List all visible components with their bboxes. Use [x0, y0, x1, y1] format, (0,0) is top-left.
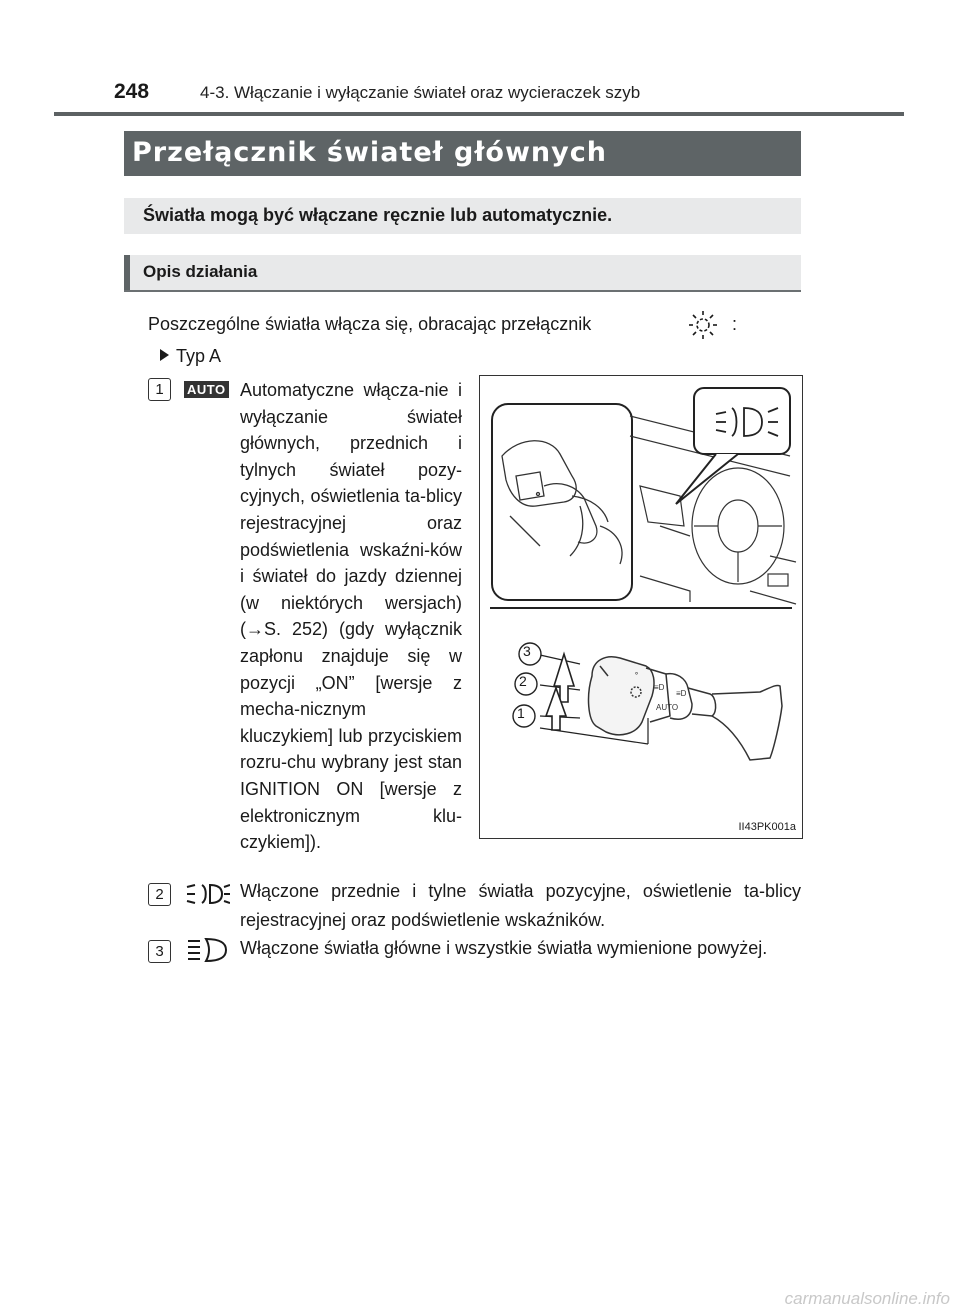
lead-colon: :: [732, 314, 738, 334]
item-number-2: 2: [148, 883, 171, 906]
item-3-text: Włączone światła główne i wszystkie światła wymienione powyżej.: [240, 938, 768, 958]
callout-3: 3: [523, 643, 531, 659]
item-number-1: 1: [148, 378, 171, 401]
triangle-bullet-icon: [160, 349, 169, 361]
callout-2: 2: [519, 673, 527, 689]
page-number: 248: [114, 80, 150, 103]
svg-text:AUTO: AUTO: [656, 703, 679, 712]
intro-box: [124, 198, 801, 234]
figure-caption: II43PK001a: [738, 821, 796, 833]
lead-text: Poszczególne światła włącza się, obracając przełącznik: [148, 314, 592, 334]
watermark: carmanualsonline.info: [784, 1289, 950, 1308]
section-title: Opis działania: [143, 262, 258, 281]
light-switch-sun-icon: [686, 310, 720, 340]
position-lights-icon: [186, 880, 230, 908]
page-title: Przełącznik świateł głównych: [132, 137, 607, 168]
type-text: Typ A: [176, 346, 222, 366]
svg-text:∘: ∘: [634, 669, 640, 678]
item-number-3: 3: [148, 940, 171, 963]
item-2-text: Włączone przednie i tylne światła pozycyjne, oświetlenie ta-blicy rejestracyjnej oraz podświetlenie wskaźników.: [240, 881, 801, 930]
svg-text:≡D: ≡D: [654, 683, 665, 692]
section-header: [124, 255, 801, 292]
type-label: [160, 346, 221, 367]
headlight-switch-figure: [479, 375, 803, 839]
intro-text: Światła mogą być włączane ręcznie lub automatycznie.: [143, 205, 613, 225]
figure-illustration: [480, 376, 802, 838]
chapter-header: 4-3. Włączanie i wyłączanie świateł oraz wycieraczek szyb: [200, 83, 641, 102]
section-accent: [124, 255, 130, 290]
callout-1: 1: [517, 705, 525, 721]
item-1-text: Automatyczne włącza-nie i wyłączanie świateł głównych, przednich i tylnych świateł pozy-cyjnych, oświetlenia ta-blicy rejestracyjnej oraz podświetlenia wskaźni-ków i świateł do jazdy dziennej (w niektórych wersjach) (→S. 252) (gdy wyłącznik zapłonu znajduje się w pozycji „ON” [wersje z mecha-nicznym kluczykiem] lub przyciskiem rozru-chu wybrany jest stan IGNITION ON [wersje z elektronicznym klu-czykiem]).: [240, 380, 462, 853]
auto-icon: AUTO: [184, 381, 229, 398]
header-divider: [54, 112, 904, 116]
headlights-icon: [186, 936, 230, 964]
svg-text:≡D: ≡D: [676, 689, 687, 698]
title-bar: [124, 131, 801, 176]
